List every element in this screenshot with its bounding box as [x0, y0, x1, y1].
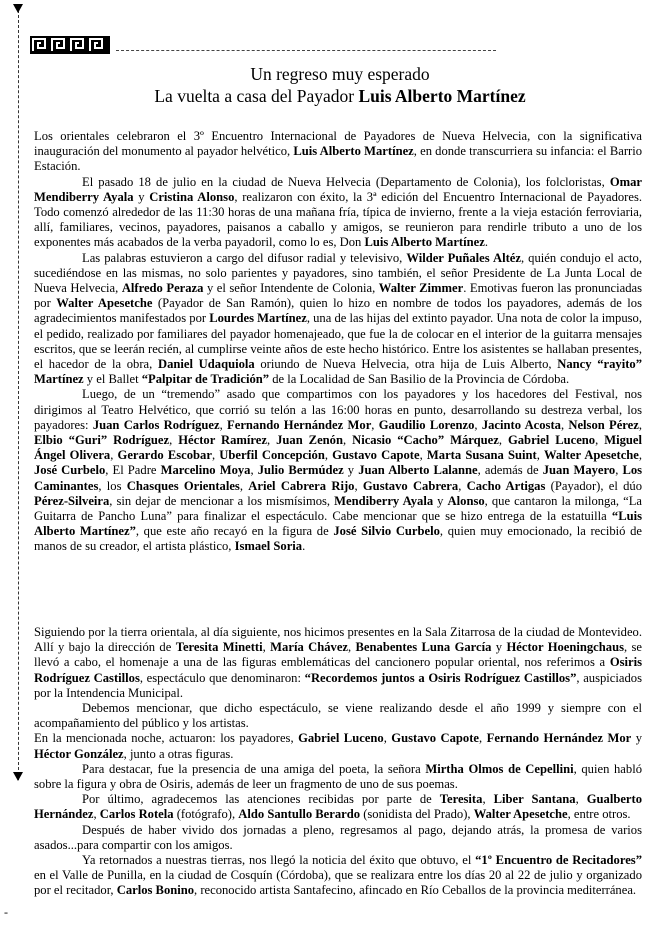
paragraph [34, 853, 642, 899]
article-subtitle [40, 86, 640, 106]
text-run: , quien muy emocionado, la recibió de manos de su creador, el artista plástico, [34, 524, 642, 554]
text-run: oriundo de Nueva Helvecia, otra hija de Luis Alberto, [254, 357, 558, 372]
bold-name: Benabentes Luna García [355, 640, 492, 655]
arrow-down-icon [13, 772, 23, 781]
text-run: , [250, 463, 258, 478]
bold-name: Alonso [447, 493, 485, 508]
paragraph [34, 823, 642, 853]
text-run: , [615, 463, 623, 478]
subtitle-text: La vuelta a casa del Payador [154, 86, 359, 106]
bold-name: Wilder Puñales Altéz [406, 250, 521, 265]
text-run: , reconocido artista Santafecino, afincado en Río Ceballos de la provincia mediterránea. [194, 883, 637, 898]
bold-name: Gerardo Escobar [117, 448, 212, 463]
text-run: , [560, 417, 569, 432]
text-run: , los [98, 478, 127, 493]
bold-name: Juan Alberto Lalanne [358, 463, 478, 478]
paragraph [34, 129, 642, 175]
text-run: , entre otros. [567, 807, 631, 822]
bold-name: Ariel Cabrera Rijo [248, 478, 355, 493]
text-run: y el Ballet [83, 372, 142, 387]
text-run: (Payador de San Ramón), quien lo hizo en nombre de todos los payadores, además de los agradecimientos manifestados por [34, 296, 642, 326]
text-run: Por último, agradecemos las atenciones recibidas por parte de [82, 792, 440, 807]
text-run: , [348, 640, 356, 655]
text-run: , [458, 478, 467, 493]
text-run: y [433, 493, 448, 508]
text-run: , [383, 731, 392, 746]
bold-name: Carlos Bonino [116, 883, 195, 898]
text-run: Debemos mencionar, que dicho espectáculo, se viene realizando desde el año 1999 y siempre con el acompañamiento del público y los artistas. [34, 701, 642, 731]
bold-name: Mendiberry Ayala [334, 493, 434, 508]
bold-name: Héctor Ramírez [178, 433, 267, 448]
bold-name: Gualberto Hernández [34, 792, 642, 822]
bold-name: Cristina Alonso [149, 189, 235, 204]
text-run: , [169, 433, 179, 448]
article-body-section-2 [34, 625, 642, 899]
bold-name: Walter Zimmer [378, 281, 464, 296]
vertical-dashed-rule [18, 10, 19, 780]
text-run: , [638, 448, 643, 463]
bold-name: Liber Santana [493, 792, 576, 807]
bold-name: Los Caminantes [34, 463, 643, 493]
bold-name: Lourdes Martínez [209, 311, 307, 326]
bold-name: Fernando Hernández Mor [486, 731, 632, 746]
text-run: , [354, 478, 363, 493]
bold-name: Teresita [439, 792, 483, 807]
text-run: . [302, 539, 306, 554]
bold-name: Carlos Rotela [99, 807, 174, 822]
bold-name: Ismael Soria [234, 539, 303, 554]
text-run: , junto a otras figuras. [123, 746, 234, 761]
bold-name: Marta Susana Suint [426, 448, 537, 463]
text-run: , se llevó a cabo, el homenaje a una de las figuras emblemáticas del cancionero popular oriental, nos referimos a [34, 640, 643, 670]
paragraph [34, 762, 642, 792]
paragraph [34, 625, 642, 701]
paragraph [34, 175, 642, 251]
text-run: , que este año recayó en la figura de [135, 524, 334, 539]
bold-name: Jacinto Acosta [481, 417, 561, 432]
text-run: Luego, de un “tremendo” asado que compartimos con los payadores y los hacedores del Festival, nos dirigimos al Teatro Helvético, que corrió su telón a las 16:00 horas en punto, desarrollando su destreza verbal, los payadores: [34, 387, 642, 432]
text-run: , además de [477, 463, 543, 478]
text-run: y [631, 731, 642, 746]
article-title: Un regreso muy esperado [250, 64, 430, 84]
text-run: y el señor Intendente de Colonia, [203, 281, 379, 296]
text-run: , [536, 448, 545, 463]
bold-name: Julio Bermúdez [257, 463, 344, 478]
text-run: (sonidista del Prado), [360, 807, 474, 822]
bold-name: Gaudilio Lorenzo [378, 417, 475, 432]
bold-name: Juan Mayero [542, 463, 616, 478]
text-run: de la Localidad de San Basilio de la Provincia de Córdoba. [269, 372, 570, 387]
bold-name: José Silvio Curbelo [333, 524, 440, 539]
text-run: , quién condujo el acto, sucediéndose en las mismas, no solo parientes y payadores, sino también, el señor Presidente de La Junta Local de Nueva Helvecia, [34, 250, 642, 296]
text-run: en el Valle de Punilla, en la ciudad de Cosquín (Córdoba), que se realizara entre los días 20 al 22 de julio y organizado por el recitador, [34, 868, 642, 898]
bold-name: Fernando Hernández Mor [227, 417, 372, 432]
bold-name: Miguel Ángel Olivera [34, 433, 643, 463]
bold-name: Gustavo Cabrera [362, 478, 459, 493]
text-run: , [266, 433, 277, 448]
paragraph [34, 792, 642, 822]
bold-name: Walter Apesetche [56, 296, 153, 311]
text-run: Para destacar, fue la presencia de una amiga del poeta, la señora [82, 761, 426, 776]
bold-name: “Palpitar de Tradición” [141, 372, 270, 387]
text-run: . [484, 235, 488, 250]
text-run: , [342, 433, 353, 448]
bold-name: Uberfil Concepción [219, 448, 325, 463]
bold-name: Walter Apesetche [544, 448, 639, 463]
text-run: , espectáculo que denominaron: [139, 670, 305, 685]
text-run: , [93, 807, 100, 822]
bold-name: Héctor González [34, 746, 124, 761]
text-run: , [482, 792, 494, 807]
bold-name: José Curbelo [34, 463, 106, 478]
text-run: , [211, 448, 220, 463]
text-run: (fotógrafo), [173, 807, 239, 822]
bold-name: Pérez-Silveira [34, 493, 110, 508]
paragraph [34, 701, 642, 731]
text-run: , [638, 417, 643, 432]
text-run: , [479, 731, 487, 746]
text-run: , [219, 417, 228, 432]
text-run: En la mencionada noche, actuaron: los payadores, [34, 731, 299, 746]
margin-dash: - [4, 905, 8, 919]
text-run: Los orientales celebraron el 3º Encuentro Internacional de Payadores de Nueva Helvecia, con la significativa inauguración del monumento al payador helvético, [34, 129, 642, 159]
text-run: , [371, 417, 379, 432]
text-run: Después de haber vivido dos jornadas a pleno, regresamos al pago, dejando atrás, la promesa de varios asados...para compartir con los amigos. [34, 822, 642, 852]
text-run: (Payador), el dúo [545, 478, 643, 493]
text-run: , [324, 448, 333, 463]
bold-name: Gustavo Capote [332, 448, 420, 463]
bold-name: Marcelino Moya [160, 463, 251, 478]
bold-name: Mirtha Olmos de Cepellini [425, 761, 574, 776]
text-run: , [575, 792, 587, 807]
bold-name: Luis Alberto Martínez [293, 144, 414, 159]
arrow-down-icon [13, 4, 23, 13]
article-body-section-1 [34, 129, 642, 555]
bold-name: Nicasio “Cacho” Márquez [352, 433, 499, 448]
bold-name: “1º Encuentro de Recitadores” [475, 853, 642, 868]
text-run: , sin dejar de mencionar a los mismísimos, [109, 493, 335, 508]
bold-name: Elbio “Guri” Rodríguez [34, 433, 170, 448]
text-run: , [262, 640, 271, 655]
paragraph [34, 731, 642, 761]
text-run: . Emotivas fueron las pronunciadas por [34, 281, 643, 311]
header-dashed-rule [116, 50, 496, 51]
text-run: , [419, 448, 427, 463]
bold-name: “Recordemos juntos a Osiris Rodríguez Castillos” [304, 670, 577, 685]
bold-name: Héctor Hoeningchaus [506, 640, 624, 655]
paragraph [34, 251, 642, 388]
text-run: , auspiciados por la Intendencia Municipal. [34, 670, 642, 700]
text-run: , realizaron con éxito, la 3ª edición del Encuentro Internacional de Payadores. Todo comenzó alrededor de las 11:30 horas de una mañana fría, típica de invierno, frente a la vieja estación ferroviaria, allí, familiares, vecinos, payadores, paisanos a caballo y amigos, se reunieron para rendirle tributo a uno de los exponentes más acabados de la verba payadoril, como lo es, Don [34, 189, 643, 250]
bold-name: Alfredo Peraza [121, 281, 204, 296]
bold-name: Daniel Udaquiola [157, 357, 255, 372]
text-run: El pasado 18 de julio en la ciudad de Nueva Helvecia (Departamento de Colonia), los folcloristas, [82, 174, 610, 189]
text-run: , [498, 433, 508, 448]
bold-name: Nelson Pérez [568, 417, 639, 432]
subtitle-name: Luis Alberto Martínez [358, 86, 526, 106]
bold-name: Omar Mendiberry Ayala [34, 174, 642, 204]
bold-name: María Chávez [270, 640, 348, 655]
text-run: , El Padre [105, 463, 161, 478]
text-run: , [239, 478, 249, 493]
bold-name: Walter Apesetche [473, 807, 568, 822]
text-run: , [110, 448, 118, 463]
text-run: y [491, 640, 507, 655]
text-run: , quien habló sobre la figura y obra de Osiris, además de leer un fragmento de uno de sus poemas. [34, 761, 642, 792]
bold-name: Chasques Orientales [126, 478, 240, 493]
text-run: , [595, 433, 605, 448]
bold-name: Juan Carlos Rodríguez [92, 417, 220, 432]
bold-name: Cacho Artigas [466, 478, 546, 493]
text-run: , que cantaron la milonga, “La Guitarra de Pancho Luna” para finalizar el espectáculo. Cabe mencionar que se hizo entrega de la estatuilla [34, 493, 643, 524]
bold-name: Juan Zenón [276, 433, 343, 448]
bold-name: Gabriel Luceno [507, 433, 596, 448]
greek-key-ornament-icon [30, 36, 110, 54]
bold-name: Luis Alberto Martínez [364, 235, 485, 250]
text-run: y [133, 189, 150, 204]
text-run: Ya retornados a nuestras tierras, nos llegó la noticia del éxito que obtuvo, el [82, 853, 476, 868]
bold-name: Aldo Santullo Berardo [238, 807, 361, 822]
text-run: Las palabras estuvieron a cargo del difusor radial y televisivo, [82, 250, 407, 265]
bold-name: Nancy “rayito” Martínez [34, 357, 642, 387]
text-run: Siguiendo por la tierra orientala, al día siguiente, nos hicimos presentes en la Sala Zitarrosa de la ciudad de Montevideo. Allí y bajo la dirección de [34, 625, 642, 655]
bold-name: “Luis Alberto Martínez” [34, 509, 642, 539]
bold-name: Teresita Minetti [175, 640, 263, 655]
text-run: , en donde transcurriera su infancia: el Barrio Estación. [34, 144, 643, 174]
text-run: , una de las hijas del extinto payador. Una nota de color la impuso, el pedido, realizado por familiares del payador homenajeado, que fue la de colocar en el interior de la guitarra mensajes escritos, que se leerán recién, al cumplirse veinte años de este hecho histórico. Entre los asistentes se hallaban presentes, el hacedor de la obra, [34, 311, 642, 372]
bold-name: Gustavo Capote [391, 731, 480, 746]
paragraph [34, 387, 642, 554]
text-run: , [474, 417, 482, 432]
bold-name: Osiris Rodríguez Castillos [34, 655, 642, 685]
bold-name: Gabriel Luceno [298, 731, 384, 746]
text-run: y [343, 463, 359, 478]
